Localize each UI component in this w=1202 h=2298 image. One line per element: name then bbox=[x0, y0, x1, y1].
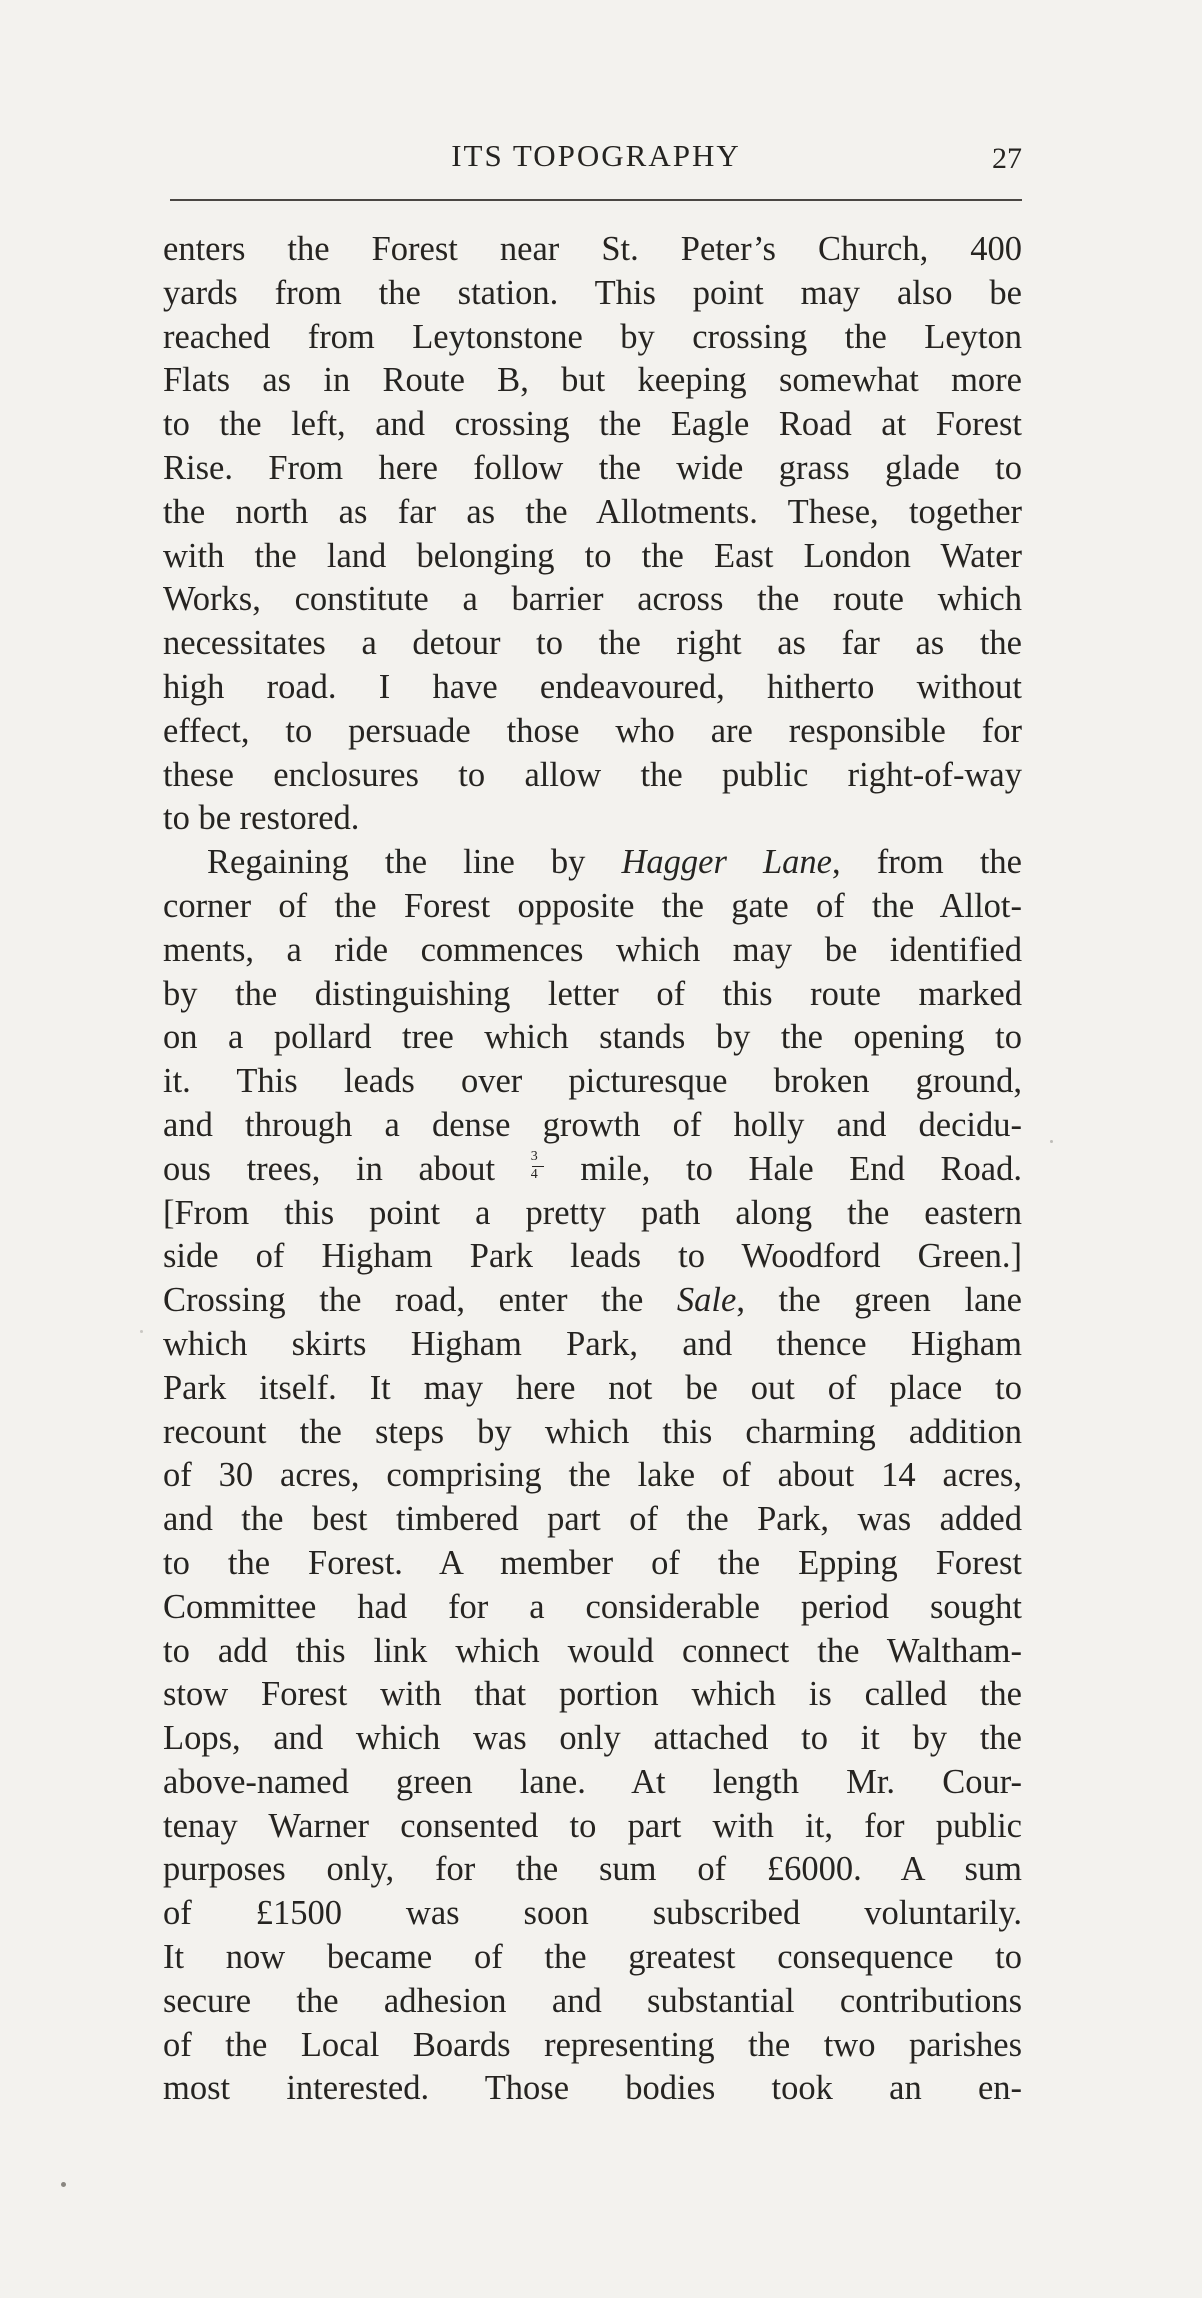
text-segment: , the green lane bbox=[736, 1281, 1022, 1320]
text-line bbox=[163, 1892, 1022, 1936]
text-segment: enters the Forest near St. Peter’s Church, 400 bbox=[163, 230, 1022, 268]
text-line bbox=[163, 1761, 1022, 1805]
text-segment: Park itself. It may here not be out of place to bbox=[163, 1368, 1022, 1407]
text-line bbox=[163, 1673, 1022, 1717]
text-segment: the north as far as the Allotments. These, together bbox=[163, 492, 1022, 531]
text-line bbox=[163, 973, 1022, 1017]
text-line bbox=[163, 1060, 1022, 1104]
page-number: 27 bbox=[992, 142, 1022, 175]
text-segment: with the land belonging to the East London Water bbox=[163, 536, 1022, 575]
text-segment: It now became of the greatest consequence to bbox=[163, 1938, 1022, 1977]
text-segment: above-named green lane. At length Mr. Cour- bbox=[163, 1762, 1022, 1801]
text-line bbox=[163, 491, 1022, 535]
body-text bbox=[163, 228, 1022, 2111]
text-line bbox=[163, 403, 1022, 447]
text-line bbox=[163, 1323, 1022, 1367]
text-line bbox=[163, 1586, 1022, 1630]
running-title: ITS TOPOGRAPHY bbox=[451, 138, 741, 173]
text-segment: to add this link which would connect the Waltham- bbox=[163, 1631, 1022, 1670]
text-segment: and through a dense growth of holly and decidu- bbox=[163, 1105, 1022, 1144]
text-line bbox=[163, 1848, 1022, 1892]
text-line bbox=[163, 1148, 1022, 1192]
text-segment: necessitates a detour to the right as far as the bbox=[163, 624, 1022, 663]
fraction-numerator: 3 bbox=[530, 1148, 538, 1164]
fraction-denominator: 4 bbox=[530, 1166, 538, 1182]
text-segment: to be restored. bbox=[163, 799, 360, 838]
text-line bbox=[163, 666, 1022, 710]
text-line bbox=[163, 1411, 1022, 1455]
text-line bbox=[163, 1542, 1022, 1586]
text-line bbox=[163, 1192, 1022, 1236]
text-line bbox=[163, 228, 1022, 272]
fraction bbox=[530, 1148, 545, 1182]
italic-text: Sale bbox=[676, 1281, 737, 1320]
text-line bbox=[163, 1279, 1022, 1323]
text-line bbox=[163, 2024, 1022, 2068]
paper-speck bbox=[140, 1330, 143, 1333]
text-segment: of 30 acres, comprising the lake of about 14 acres, bbox=[163, 1456, 1022, 1495]
text-segment: and the best timbered part of the Park, was added bbox=[163, 1500, 1022, 1539]
text-line bbox=[163, 359, 1022, 403]
header-rule bbox=[170, 199, 1022, 201]
text-segment: , from the bbox=[832, 843, 1022, 882]
text-line bbox=[163, 535, 1022, 579]
text-line bbox=[163, 1367, 1022, 1411]
text-segment: these enclosures to allow the public right-of-way bbox=[163, 755, 1022, 794]
text-segment: Crossing the road, enter the bbox=[163, 1281, 677, 1320]
text-segment: ments, a ride commences which may be identified bbox=[163, 930, 1022, 969]
text-segment: Lops, and which was only attached to it by the bbox=[163, 1719, 1022, 1758]
text-segment: tenay Warner consented to part with it, for public bbox=[163, 1806, 1022, 1845]
text-line bbox=[163, 1235, 1022, 1279]
text-line bbox=[163, 1016, 1022, 1060]
text-segment: of £1500 was soon subscribed voluntarily. bbox=[163, 1894, 1022, 1933]
text-line bbox=[163, 272, 1022, 316]
text-line bbox=[163, 1805, 1022, 1849]
text-line bbox=[163, 1980, 1022, 2024]
text-line bbox=[163, 841, 1022, 885]
text-segment: to the left, and crossing the Eagle Road at Forest bbox=[163, 405, 1022, 444]
text-line bbox=[163, 622, 1022, 666]
text-line bbox=[163, 1498, 1022, 1542]
text-line bbox=[163, 710, 1022, 754]
text-segment: ous trees, in about bbox=[163, 1149, 531, 1188]
text-segment: mile, to Hale End Road. bbox=[544, 1149, 1022, 1188]
text-segment: corner of the Forest opposite the gate of the Allot- bbox=[163, 886, 1022, 925]
text-segment: [From this point a pretty path along the eastern bbox=[163, 1193, 1022, 1232]
text-line bbox=[163, 797, 1022, 841]
text-segment: Committee had for a considerable period sought bbox=[163, 1587, 1022, 1626]
text-segment: which skirts Higham Park, and thence Higham bbox=[163, 1324, 1022, 1363]
text-line bbox=[163, 1936, 1022, 1980]
text-segment: Regaining the line by bbox=[207, 843, 622, 882]
text-segment: Works, constitute a barrier across the route which bbox=[163, 580, 1022, 619]
text-line bbox=[163, 885, 1022, 929]
text-segment: of the Local Boards representing the two parishes bbox=[163, 2025, 1022, 2064]
text-line bbox=[163, 2067, 1022, 2111]
paper-speck bbox=[61, 2182, 66, 2187]
text-segment: secure the adhesion and substantial contributions bbox=[163, 1981, 1022, 2020]
text-line bbox=[163, 578, 1022, 622]
text-line bbox=[163, 1104, 1022, 1148]
text-segment: high road. I have endeavoured, hitherto without bbox=[163, 667, 1022, 706]
text-line bbox=[163, 754, 1022, 798]
text-segment: stow Forest with that portion which is called the bbox=[163, 1675, 1022, 1714]
text-segment: reached from Leytonstone by crossing the Leyton bbox=[163, 317, 1022, 356]
text-segment: recount the steps by which this charming addition bbox=[163, 1412, 1022, 1451]
italic-text: Hagger Lane bbox=[621, 843, 832, 882]
text-segment: Rise. From here follow the wide grass glade to bbox=[163, 448, 1022, 487]
text-line bbox=[163, 1630, 1022, 1674]
text-line bbox=[163, 316, 1022, 360]
text-line bbox=[163, 1717, 1022, 1761]
text-segment: to the Forest. A member of the Epping Forest bbox=[163, 1543, 1022, 1582]
text-line bbox=[163, 1454, 1022, 1498]
text-segment: side of Higham Park leads to Woodford Green.] bbox=[163, 1237, 1022, 1276]
text-segment: Flats as in Route B, but keeping somewhat more bbox=[163, 361, 1022, 400]
text-line bbox=[163, 929, 1022, 973]
text-segment: by the distinguishing letter of this route marked bbox=[163, 974, 1022, 1013]
text-segment: effect, to persuade those who are responsible for bbox=[163, 711, 1022, 750]
running-head bbox=[170, 132, 1022, 182]
text-line bbox=[163, 447, 1022, 491]
text-segment: purposes only, for the sum of £6000. A sum bbox=[163, 1850, 1022, 1889]
text-segment: yards from the station. This point may also be bbox=[163, 273, 1022, 312]
text-segment: it. This leads over picturesque broken ground, bbox=[163, 1062, 1022, 1101]
text-segment: most interested. Those bodies took an en- bbox=[163, 2069, 1022, 2108]
paper-speck bbox=[1050, 1140, 1053, 1143]
text-segment: on a pollard tree which stands by the opening to bbox=[163, 1018, 1022, 1057]
